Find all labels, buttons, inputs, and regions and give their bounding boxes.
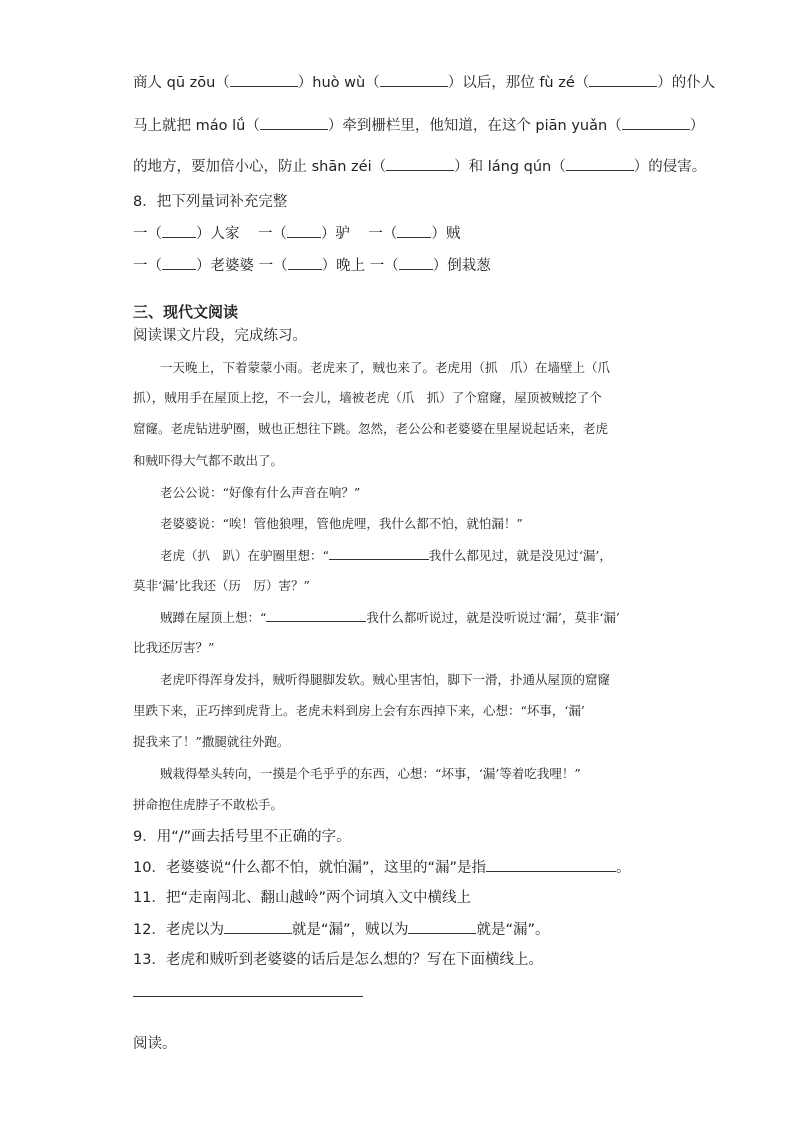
text: 一（ [257,226,287,242]
fill-in-blank[interactable] [329,545,429,560]
section-instruction: 阅读课文片段，完成练习。 [133,328,307,344]
passage-p7-line-1: 贼栽得晕头转向，一摸是个毛乎乎的东西，心想：“坏事，‘漏’等着吃我哩！” [160,766,581,781]
text: ）倒栽葱 [432,258,491,274]
fill-in-blank[interactable] [266,607,366,622]
answer-blank[interactable] [486,857,616,872]
text: 就是“漏”。 [476,922,550,938]
text: 一（ [369,258,399,274]
answer-blank[interactable] [589,72,657,87]
q8-row-2 [133,255,491,276]
answer-blank[interactable] [260,115,328,130]
text: ） [689,118,705,134]
answer-blank[interactable] [622,115,690,130]
passage-p5-line-2: 比我还厉害？” [133,640,215,655]
passage-p6-line-2: 里跌下来，正巧摔到虎背上。老虎未料到房上会有东西掉下来，心想：“坏事，‘漏’ [133,703,585,718]
pinyin-line-2 [133,115,704,136]
passage-p6-line-1: 老虎吓得浑身发抖，贼听得腿脚发软。贼心里害怕，脚下一滑，扑通从屋顶的窟窿 [160,672,611,687]
text: ）以后，那位 fù zé（ [447,75,590,91]
question-9: 9．用“/”画去括号里不正确的字。 [133,829,351,845]
passage-p7-line-2: 拼命抱住虎脖子不敢松手。 [133,797,284,812]
text: ）贼 [431,226,461,242]
next-section-label: 阅读。 [133,1036,177,1052]
text: 老虎（扒 趴）在驴圈里想：“ [160,548,329,563]
text: ）和 láng qún（ [454,159,566,175]
text: ）的仆人 [657,75,716,91]
passage-p4-line-1 [160,545,612,566]
text: 一（ [258,258,288,274]
question-13: 13．老虎和贼听到老婆婆的话后是怎么想的？写在下面横线上。 [133,952,543,968]
measure-word-blank[interactable] [162,223,196,238]
question-12 [133,919,550,940]
answer-blank[interactable] [230,72,298,87]
answer-blank[interactable] [380,72,448,87]
text: 一（ [133,258,162,274]
text: 的地方，要加倍小心，防止 shān zéi（ [133,159,387,175]
text: ）晚上 [321,258,366,274]
passage-p1-line-3: 窟窿。老虎钻进驴圈，贼也正想往下跳。忽然，老公公和老婆婆在里屋说起话来，老虎 [133,421,609,436]
passage-p2: 老公公说：“好像有什么声音在响？” [160,485,361,500]
passage-p5-line-1 [160,607,620,628]
text: 我什么都听说过，就是没听说过‘漏’，莫非‘漏’ [366,610,620,625]
text: 。 [616,860,631,876]
answer-blank[interactable] [408,919,476,934]
text: 10．老婆婆说“什么都不怕，就怕漏”，这里的“漏”是指 [133,860,486,876]
question-10 [133,857,631,878]
answer-blank[interactable] [566,156,634,171]
text: 贼蹲在屋顶上想：“ [160,610,267,625]
text: 商人 qū zōu（ [133,75,230,91]
measure-word-blank[interactable] [287,223,321,238]
passage-p1-line-2: 抓），贼用手在屋顶上挖，不一会儿，墙被老虎（爪 抓）了个窟窿，屋顶被贼挖了个 [133,390,602,405]
text: ）老婆婆 [196,258,254,274]
text: 我什么都见过，就是没见过‘漏’， [428,548,612,563]
measure-word-blank[interactable] [162,255,196,270]
text: ）的侵害。 [633,159,707,175]
measure-word-blank[interactable] [399,255,433,270]
passage-p4-line-2: 莫非‘漏’比我还（历 厉）害？” [133,578,310,593]
text: 一（ [133,226,162,242]
text: 就是“漏”，贼以为 [291,922,409,938]
passage-p1-line-1: 一天晚上，下着蒙蒙小雨。老虎来了，贼也来了。老虎用（抓 爪）在墙壁上（爪 [160,360,611,375]
q8-title: 8．把下列量词补充完整 [133,194,288,210]
text: 马上就把 máo lǘ（ [133,118,260,134]
q8-row-1 [133,223,460,244]
pinyin-line-1 [133,72,715,93]
passage-p3: 老婆婆说：“唉！管他狼哩，管他虎哩，我什么都不怕，就怕漏！” [160,516,523,531]
pinyin-line-3 [133,156,706,177]
text: ）驴 [320,226,350,242]
answer-line[interactable] [133,996,363,997]
text: ）人家 [196,226,240,242]
text: 12．老虎以为 [133,922,224,938]
passage-p6-line-3: 捉我来了！”撒腿就往外跑。 [133,734,290,749]
text: 一（ [368,226,398,242]
answer-blank[interactable] [386,156,454,171]
measure-word-blank[interactable] [288,255,322,270]
passage-p1-line-4: 和贼吓得大气都不敢出了。 [133,453,284,468]
section-heading: 三、现代文阅读 [133,303,239,321]
text: ）牵到栅栏里，他知道，在这个 piān yuǎn（ [327,118,622,134]
answer-blank[interactable] [224,919,292,934]
measure-word-blank[interactable] [397,223,431,238]
question-11: 11．把“走南闯北、翻山越岭”两个词填入文中横线上 [133,890,471,906]
text: ）huò wù（ [297,75,380,91]
